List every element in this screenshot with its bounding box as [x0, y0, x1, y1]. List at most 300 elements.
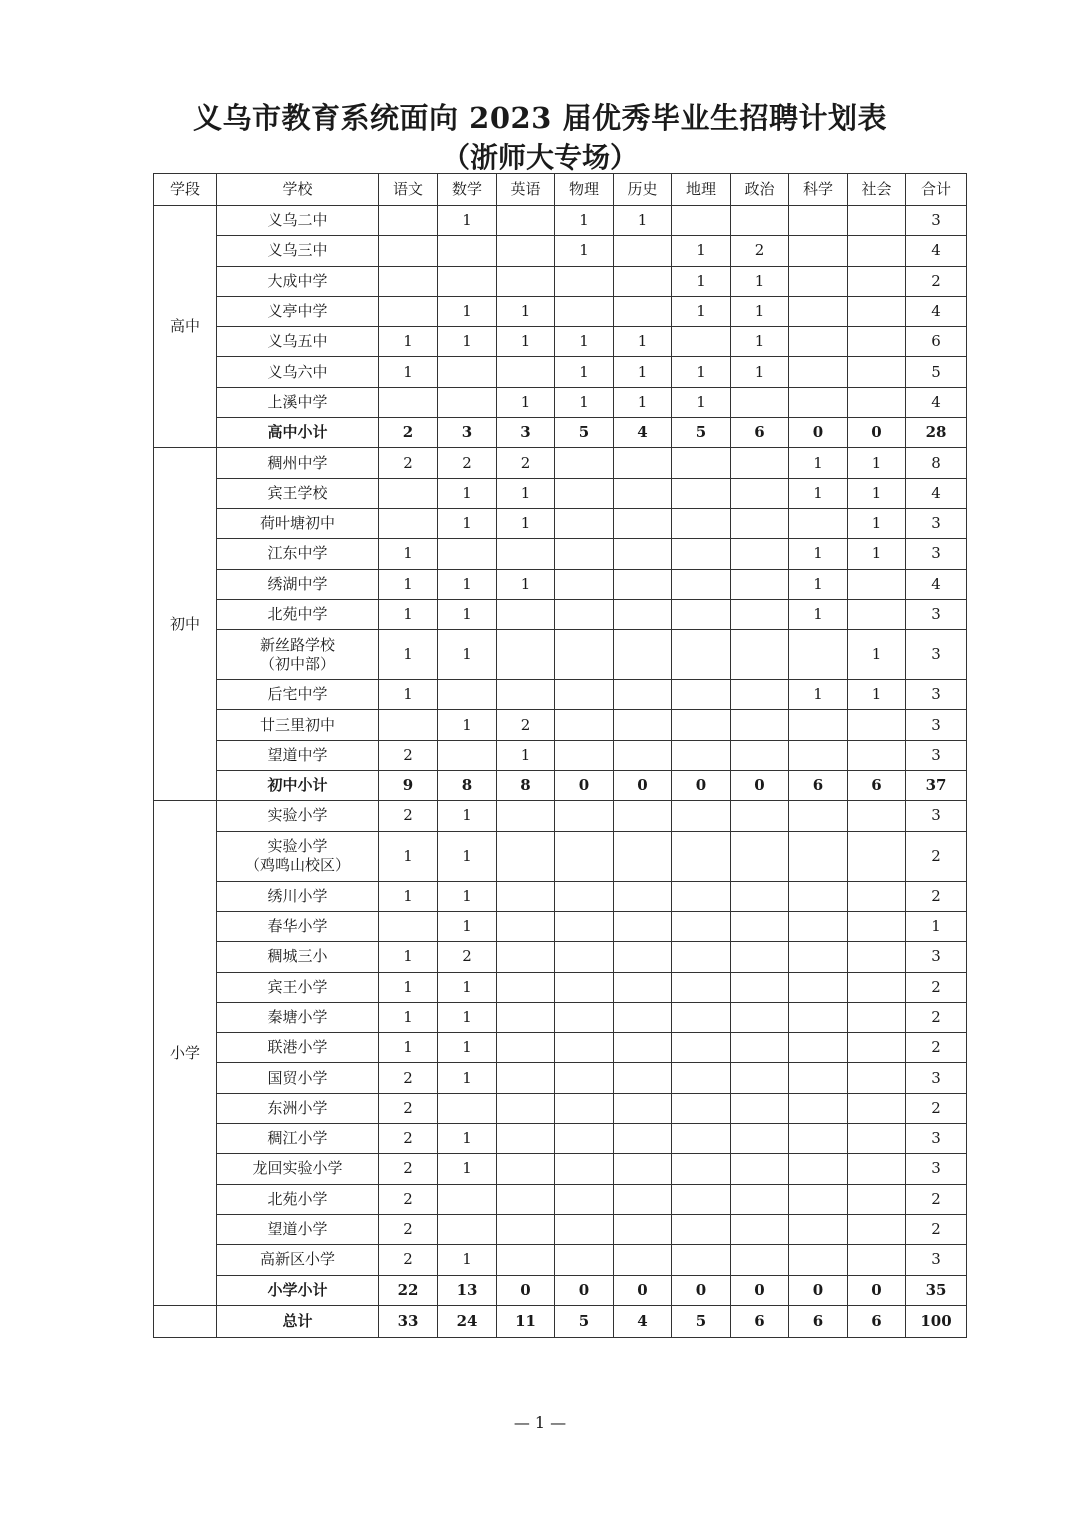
school-name: 宾王学校 — [267, 483, 328, 502]
table-cell: 1 — [438, 831, 497, 881]
table-cell: 1 — [672, 236, 731, 266]
table-cell — [555, 1124, 614, 1154]
table-cell — [555, 296, 614, 326]
table-cell — [614, 881, 672, 911]
table-cell: 1 — [379, 881, 438, 911]
school-name-cell — [217, 1063, 379, 1093]
table-cell — [731, 630, 789, 680]
table-cell — [672, 539, 731, 569]
table-cell: 2 — [906, 831, 967, 881]
table-cell: 22 — [379, 1275, 438, 1305]
table-header-row — [154, 174, 967, 206]
table-cell — [555, 266, 614, 296]
table-cell: 2 — [906, 1214, 967, 1244]
table-cell — [731, 206, 789, 236]
table-cell: 1 — [379, 680, 438, 710]
school-name: （鸡鸣山校区） — [244, 856, 350, 875]
table-cell: 2 — [379, 1124, 438, 1154]
table-cell: 6 — [789, 1305, 848, 1337]
table-cell — [497, 630, 555, 680]
table-cell: 1 — [614, 327, 672, 357]
table-cell — [848, 740, 906, 770]
table-cell — [614, 680, 672, 710]
table-row — [154, 1002, 967, 1032]
table-cell: 3 — [497, 418, 555, 448]
table-cell — [614, 1124, 672, 1154]
table-cell — [497, 206, 555, 236]
table-cell — [438, 1184, 497, 1214]
school-name-cell — [217, 740, 379, 770]
subtotal-row — [154, 1275, 967, 1305]
document-title: 义乌市教育系统面向 2023 届优秀毕业生招聘计划表 — [193, 101, 887, 135]
table-cell — [789, 1093, 848, 1123]
table-cell: 1 — [555, 357, 614, 387]
school-name: 廿三里初中 — [259, 715, 335, 734]
table-cell: 1 — [438, 1063, 497, 1093]
table-cell: 33 — [379, 1305, 438, 1337]
table-cell: 3 — [906, 740, 967, 770]
table-cell — [438, 1093, 497, 1123]
table-cell — [497, 881, 555, 911]
table-cell — [497, 1002, 555, 1032]
table-cell: 1 — [614, 387, 672, 417]
table-cell: 1 — [379, 942, 438, 972]
table-cell — [789, 942, 848, 972]
table-cell — [848, 801, 906, 831]
table-cell: 1 — [438, 569, 497, 599]
table-cell: 1 — [379, 357, 438, 387]
school-name: 望道中学 — [267, 745, 328, 764]
table-cell: 1 — [379, 1002, 438, 1032]
table-cell — [848, 387, 906, 417]
table-cell — [731, 569, 789, 599]
total-row — [154, 1305, 967, 1337]
table-row — [154, 206, 967, 236]
table-cell: 1 — [731, 266, 789, 296]
table-cell: 2 — [379, 418, 438, 448]
table-cell — [848, 911, 906, 941]
school-name-cell — [217, 569, 379, 599]
table-cell: 4 — [906, 387, 967, 417]
table-cell: 37 — [906, 771, 967, 801]
table-cell: 1 — [438, 206, 497, 236]
school-name: 实验小学 — [267, 806, 328, 825]
table-cell — [731, 972, 789, 1002]
table-cell: 1 — [731, 296, 789, 326]
table-cell: 1 — [555, 236, 614, 266]
table-cell — [438, 387, 497, 417]
table-cell: 1 — [848, 539, 906, 569]
table-cell — [555, 831, 614, 881]
column-header: 地理 — [672, 174, 731, 206]
table-cell — [672, 881, 731, 911]
table-cell — [672, 1124, 731, 1154]
table-row — [154, 740, 967, 770]
table-cell — [848, 1063, 906, 1093]
table-cell — [731, 508, 789, 538]
table-cell: 6 — [731, 418, 789, 448]
table-cell: 5 — [672, 1305, 731, 1337]
table-row — [154, 508, 967, 538]
table-cell: 1 — [438, 630, 497, 680]
table-cell — [497, 357, 555, 387]
table-cell: 2 — [379, 1063, 438, 1093]
table-cell — [614, 1214, 672, 1244]
school-name-cell — [217, 801, 379, 831]
school-name: 高新区小学 — [259, 1250, 335, 1269]
column-header: 数学 — [438, 174, 497, 206]
table-cell — [731, 1184, 789, 1214]
table-row — [154, 296, 967, 326]
table-cell: 6 — [789, 771, 848, 801]
table-cell: 4 — [906, 236, 967, 266]
table-cell: 1 — [555, 387, 614, 417]
table-row — [154, 881, 967, 911]
school-name: 稠江小学 — [267, 1129, 328, 1148]
table-cell: 1 — [848, 630, 906, 680]
table-cell — [789, 357, 848, 387]
table-cell — [555, 710, 614, 740]
table-cell — [848, 357, 906, 387]
table-cell — [497, 680, 555, 710]
school-name: 联港小学 — [267, 1038, 328, 1057]
table-cell — [789, 1124, 848, 1154]
table-cell — [731, 387, 789, 417]
table-cell — [789, 266, 848, 296]
school-name: 实验小学 — [267, 837, 328, 856]
school-name: 大成中学 — [267, 271, 328, 290]
table-cell: 6 — [906, 327, 967, 357]
table-cell — [672, 740, 731, 770]
table-cell — [497, 1124, 555, 1154]
table-cell — [789, 1063, 848, 1093]
table-cell — [497, 539, 555, 569]
table-cell: 11 — [497, 1305, 555, 1337]
table-cell — [555, 1063, 614, 1093]
table-cell: 1 — [438, 296, 497, 326]
column-header: 物理 — [555, 174, 614, 206]
table-cell: 3 — [906, 801, 967, 831]
table-cell — [614, 831, 672, 881]
table-cell — [789, 1002, 848, 1032]
table-cell — [848, 972, 906, 1002]
table-cell: 1 — [438, 1154, 497, 1184]
table-cell — [614, 1245, 672, 1275]
table-cell — [789, 1245, 848, 1275]
table-cell — [555, 630, 614, 680]
table-cell: 1 — [848, 448, 906, 478]
table-cell: 24 — [438, 1305, 497, 1337]
table-row — [154, 831, 967, 881]
table-cell — [731, 1063, 789, 1093]
table-cell — [731, 1093, 789, 1123]
total-label: 总计 — [217, 1305, 379, 1337]
table-cell — [379, 236, 438, 266]
table-cell: 1 — [497, 296, 555, 326]
school-name-cell — [217, 1002, 379, 1032]
table-cell — [672, 1093, 731, 1123]
table-cell: 1 — [438, 1033, 497, 1063]
table-cell — [672, 1184, 731, 1214]
table-cell: 2 — [906, 881, 967, 911]
table-cell: 2 — [906, 1093, 967, 1123]
school-name: 稠城三小 — [267, 947, 328, 966]
table-cell: 1 — [672, 266, 731, 296]
school-name-cell — [217, 942, 379, 972]
table-cell: 1 — [438, 327, 497, 357]
school-name: 国贸小学 — [267, 1068, 328, 1087]
table-cell — [438, 236, 497, 266]
school-name: 宾王小学 — [267, 977, 328, 996]
school-name: 荷叶塘初中 — [259, 514, 335, 533]
table-cell — [848, 1124, 906, 1154]
school-name-cell — [217, 881, 379, 911]
table-cell: 8 — [497, 771, 555, 801]
school-name-cell — [217, 831, 379, 881]
table-row — [154, 630, 967, 680]
table-cell: 1 — [379, 1033, 438, 1063]
table-cell — [672, 1245, 731, 1275]
table-cell — [731, 881, 789, 911]
table-cell — [731, 911, 789, 941]
school-name-cell — [217, 972, 379, 1002]
table-cell — [848, 569, 906, 599]
school-name-cell — [217, 710, 379, 740]
table-cell: 1 — [731, 327, 789, 357]
table-cell — [614, 236, 672, 266]
table-cell — [614, 478, 672, 508]
table-cell: 0 — [789, 1275, 848, 1305]
table-cell — [614, 599, 672, 629]
table-cell — [555, 1002, 614, 1032]
empty-cell — [154, 1305, 217, 1337]
column-header: 社会 — [848, 174, 906, 206]
school-name-cell — [217, 539, 379, 569]
document-subtitle: （浙师大专场） — [441, 141, 638, 174]
table-cell: 4 — [906, 296, 967, 326]
table-cell — [614, 972, 672, 1002]
table-cell: 28 — [906, 418, 967, 448]
table-row — [154, 1093, 967, 1123]
table-cell: 6 — [731, 1305, 789, 1337]
table-row — [154, 1214, 967, 1244]
school-name: （初中部） — [259, 654, 335, 673]
table-cell — [848, 599, 906, 629]
table-cell — [789, 1154, 848, 1184]
table-row — [154, 1033, 967, 1063]
school-name-cell — [217, 1093, 379, 1123]
school-name: 江东中学 — [267, 544, 328, 563]
table-cell — [672, 972, 731, 1002]
school-name: 龙回实验小学 — [252, 1159, 343, 1178]
table-cell: 2 — [731, 236, 789, 266]
table-cell — [848, 1184, 906, 1214]
table-cell — [848, 206, 906, 236]
table-cell — [614, 710, 672, 740]
table-cell — [614, 266, 672, 296]
column-header: 英语 — [497, 174, 555, 206]
table-row — [154, 1063, 967, 1093]
table-cell — [848, 1245, 906, 1275]
table-cell — [497, 266, 555, 296]
table-cell: 1 — [497, 387, 555, 417]
table-cell — [379, 478, 438, 508]
table-cell — [731, 740, 789, 770]
table-row — [154, 1245, 967, 1275]
table-cell: 100 — [906, 1305, 967, 1337]
school-name: 望道小学 — [267, 1220, 328, 1239]
table-row — [154, 599, 967, 629]
table-cell: 1 — [672, 296, 731, 326]
table-cell — [672, 1214, 731, 1244]
table-cell — [789, 831, 848, 881]
table-cell: 2 — [438, 942, 497, 972]
table-cell: 1 — [497, 478, 555, 508]
table-cell — [497, 236, 555, 266]
table-row — [154, 539, 967, 569]
table-cell — [731, 1214, 789, 1244]
table-cell — [555, 569, 614, 599]
table-cell — [848, 1214, 906, 1244]
table-cell — [555, 972, 614, 1002]
subtotal-row — [154, 771, 967, 801]
table-cell — [555, 740, 614, 770]
table-cell — [614, 1033, 672, 1063]
table-cell: 35 — [906, 1275, 967, 1305]
school-name-cell — [217, 508, 379, 538]
table-cell: 2 — [906, 972, 967, 1002]
table-cell: 1 — [672, 357, 731, 387]
table-cell: 1 — [379, 599, 438, 629]
table-cell — [672, 911, 731, 941]
school-name-cell — [217, 478, 379, 508]
table-cell: 1 — [438, 801, 497, 831]
table-cell — [789, 296, 848, 326]
table-cell — [848, 296, 906, 326]
school-name-cell — [217, 266, 379, 296]
table-cell — [614, 1002, 672, 1032]
school-name: 义乌二中 — [267, 211, 328, 230]
table-cell: 0 — [672, 1275, 731, 1305]
table-cell — [555, 448, 614, 478]
table-cell — [497, 911, 555, 941]
table-cell: 1 — [438, 508, 497, 538]
school-name: 义亭中学 — [267, 302, 328, 321]
table-cell — [672, 508, 731, 538]
table-cell — [672, 1154, 731, 1184]
table-cell — [848, 1093, 906, 1123]
table-cell — [614, 508, 672, 538]
table-cell — [789, 327, 848, 357]
table-cell — [614, 911, 672, 941]
table-cell — [789, 911, 848, 941]
table-cell — [438, 680, 497, 710]
subtotal-row — [154, 418, 967, 448]
table-cell: 0 — [614, 1275, 672, 1305]
table-cell — [614, 1093, 672, 1123]
school-name-cell — [217, 448, 379, 478]
stage-cell: 高中 — [154, 206, 217, 448]
table-cell — [731, 1124, 789, 1154]
school-name: 上溪中学 — [267, 392, 328, 411]
table-cell — [848, 327, 906, 357]
recruitment-plan-table — [153, 173, 967, 1338]
table-cell — [379, 508, 438, 538]
table-cell — [497, 1033, 555, 1063]
table-cell — [438, 740, 497, 770]
table-cell — [555, 478, 614, 508]
table-cell — [731, 801, 789, 831]
table-cell: 2 — [379, 1214, 438, 1244]
school-name: 稠州中学 — [267, 453, 328, 472]
table-cell — [672, 1033, 731, 1063]
table-cell: 1 — [789, 680, 848, 710]
table-cell: 2 — [906, 266, 967, 296]
table-cell: 8 — [438, 771, 497, 801]
school-name-cell — [217, 236, 379, 266]
school-name-cell — [217, 327, 379, 357]
table-cell — [438, 357, 497, 387]
table-cell: 2 — [438, 448, 497, 478]
table-cell — [672, 599, 731, 629]
table-cell — [672, 327, 731, 357]
table-cell — [789, 710, 848, 740]
table-cell — [731, 1002, 789, 1032]
table-cell — [731, 831, 789, 881]
school-name: 绣湖中学 — [267, 574, 328, 593]
stage-cell: 初中 — [154, 448, 217, 801]
table-cell — [555, 911, 614, 941]
table-cell — [497, 831, 555, 881]
table-cell — [848, 1002, 906, 1032]
table-cell — [614, 1184, 672, 1214]
table-cell — [614, 942, 672, 972]
school-name-cell — [217, 1154, 379, 1184]
table-cell — [789, 1184, 848, 1214]
table-cell: 1 — [379, 327, 438, 357]
table-cell: 13 — [438, 1275, 497, 1305]
table-cell — [731, 680, 789, 710]
table-cell — [731, 1154, 789, 1184]
table-cell — [731, 478, 789, 508]
table-cell — [672, 1063, 731, 1093]
table-row — [154, 387, 967, 417]
school-name: 后宅中学 — [267, 685, 328, 704]
table-cell — [555, 1093, 614, 1123]
table-cell — [672, 569, 731, 599]
table-cell: 2 — [379, 1154, 438, 1184]
subtotal-label: 小学小计 — [217, 1275, 379, 1305]
table-cell — [731, 1245, 789, 1275]
school-name-cell — [217, 206, 379, 236]
table-cell: 2 — [379, 448, 438, 478]
table-cell: 5 — [555, 1305, 614, 1337]
table-row — [154, 1124, 967, 1154]
table-row — [154, 448, 967, 478]
school-name-cell — [217, 1124, 379, 1154]
table-cell: 1 — [438, 1124, 497, 1154]
table-cell — [848, 881, 906, 911]
table-row — [154, 942, 967, 972]
table-cell: 1 — [438, 478, 497, 508]
table-cell — [497, 942, 555, 972]
table-cell — [789, 387, 848, 417]
table-cell: 0 — [614, 771, 672, 801]
table-cell: 1 — [789, 599, 848, 629]
table-cell: 2 — [379, 740, 438, 770]
table-cell — [497, 1154, 555, 1184]
table-cell — [614, 801, 672, 831]
